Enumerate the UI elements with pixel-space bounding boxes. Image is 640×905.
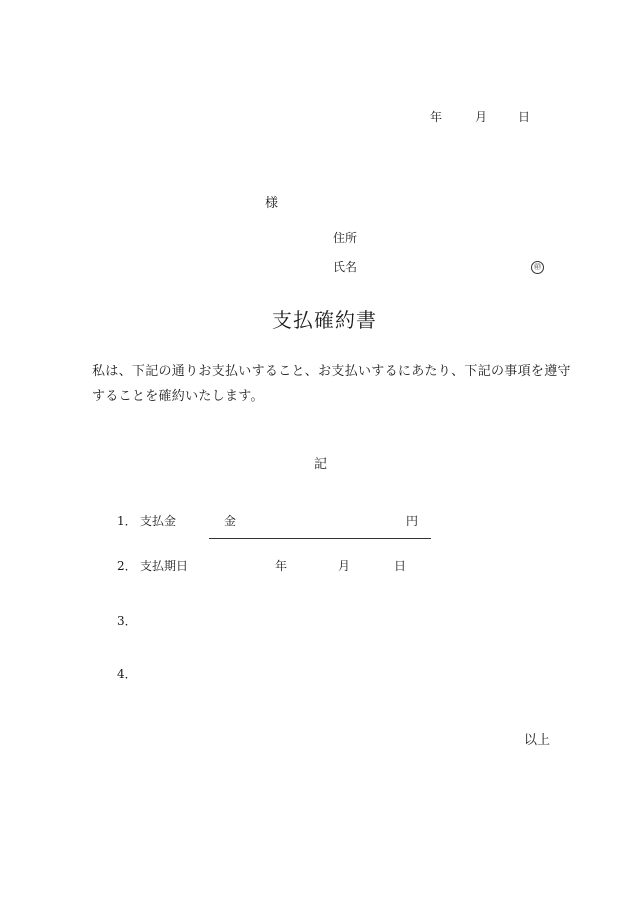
recipient-honorific: 様	[265, 196, 279, 211]
item-1-number: 1．	[117, 514, 137, 528]
date-day-label: 日	[518, 110, 531, 124]
item-2-day-label: 日	[394, 559, 407, 573]
amount-underline	[209, 538, 431, 539]
ki-heading: 記	[314, 457, 328, 472]
item-4-number: 4．	[117, 667, 137, 681]
item-2-month-label: 月	[338, 559, 351, 573]
closing-text: 以上	[524, 733, 551, 748]
name-label: 氏名	[333, 260, 358, 274]
item-3-number: 3．	[117, 614, 137, 628]
item-1-amount-suffix: 円	[406, 514, 419, 528]
address-label: 住所	[333, 231, 358, 245]
document-title: 支払確約書	[272, 308, 377, 332]
item-1-amount-prefix: 金	[224, 514, 237, 528]
date-month-label: 月	[475, 110, 488, 124]
date-year-label: 年	[430, 110, 443, 124]
item-2-year-label: 年	[275, 559, 288, 573]
statement-line-2: することを確約いたします。	[92, 389, 264, 404]
statement-line-1: 私は、下記の通りお支払いすること、お支払いするにあたり、下記の事項を遵守	[92, 364, 571, 379]
item-2-label: 支払期日	[140, 559, 189, 573]
item-1-label: 支払金	[140, 514, 177, 528]
seal-mark: ㊞	[531, 261, 544, 274]
item-2-number: 2．	[117, 559, 137, 573]
